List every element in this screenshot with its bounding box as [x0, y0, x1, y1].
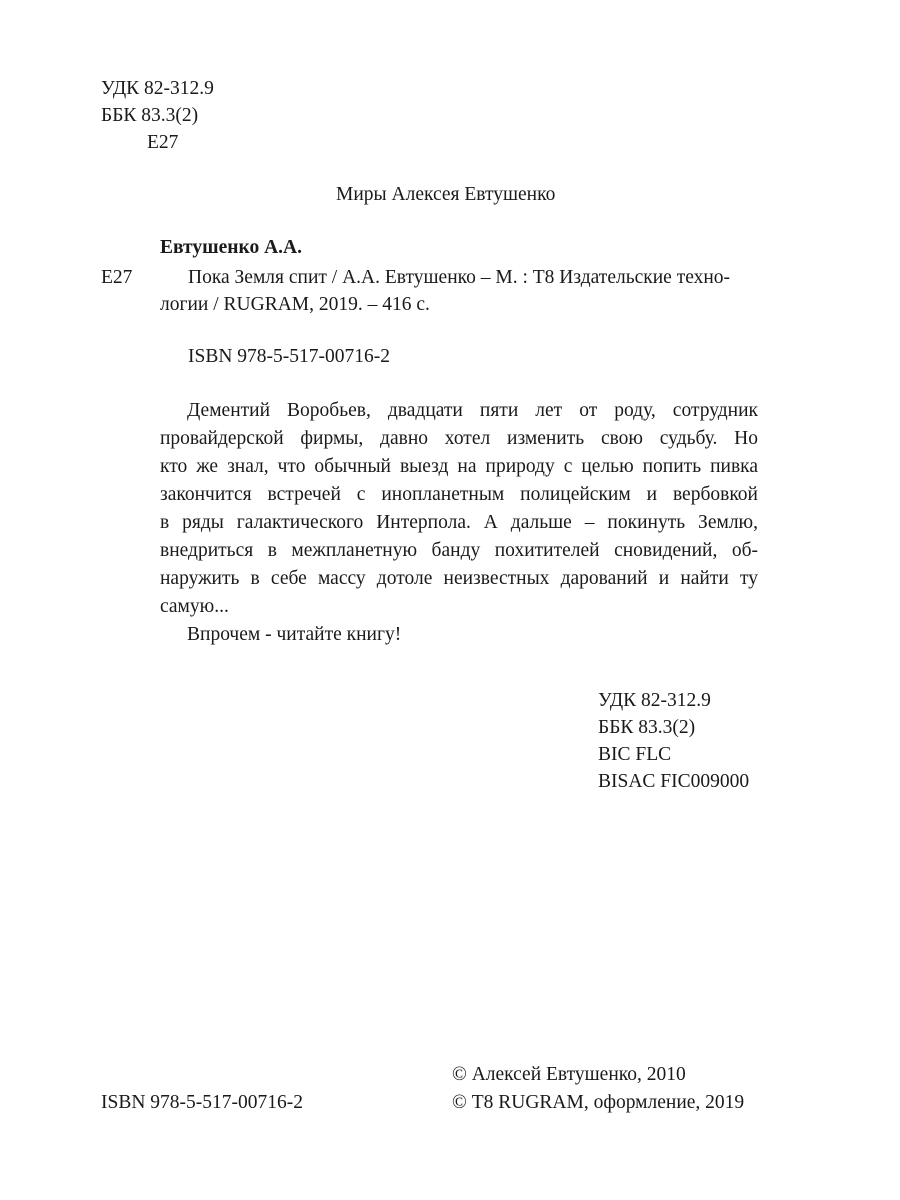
- annotation-line: внедриться в межпланетную банду похитителей сновидений, об-: [160, 540, 758, 561]
- annotation-line: самую...: [160, 596, 229, 617]
- footer-isbn: ISBN 978-5-517-00716-2: [101, 1092, 304, 1113]
- header-udk: УДК 82-312.9: [101, 78, 214, 99]
- classification-bisac: BISAC FIC009000: [598, 771, 750, 792]
- header-bbk: ББК 83.3(2): [101, 105, 199, 126]
- bibliographic-line-2: логии / RUGRAM, 2019. – 416 с.: [160, 294, 430, 315]
- copyright-publisher: © Т8 RUGRAM, оформление, 2019: [452, 1092, 745, 1113]
- author-name: Евтушенко А.А.: [160, 237, 302, 258]
- classification-bic: BIC FLC: [598, 744, 672, 765]
- classification-udk: УДК 82-312.9: [598, 690, 711, 711]
- annotation-closing: Впрочем - читайте книгу!: [187, 624, 402, 645]
- author-mark: Е27: [101, 267, 133, 288]
- annotation-line: наружить в себе массу дотоле неизвестных дарований и найти ту: [160, 568, 758, 589]
- header-author-mark: Е27: [147, 132, 179, 153]
- classification-bbk: ББК 83.3(2): [598, 717, 696, 738]
- copyright-author: © Алексей Евтушенко, 2010: [452, 1064, 686, 1085]
- annotation-line: закончится встречей с инопланетным полицейским и вербовкой: [160, 484, 758, 505]
- annotation-line: провайдерской фирмы, давно хотел изменить свою судьбу. Но: [160, 428, 758, 449]
- annotation-line: Дементий Воробьев, двадцати пяти лет от роду, сотрудник: [187, 400, 758, 421]
- series-title: Миры Алексея Евтушенко: [336, 184, 556, 205]
- isbn-entry: ISBN 978-5-517-00716-2: [188, 346, 391, 367]
- annotation-line: в ряды галактического Интерпола. А дальше – покинуть Землю,: [160, 512, 758, 533]
- bibliographic-line-1: Пока Земля спит / А.А. Евтушенко – М. : Т8 Издательские техно-: [188, 267, 731, 288]
- annotation-line: кто же знал, что обычный выезд на природу с целью попить пивка: [160, 456, 758, 477]
- annotation: [160, 397, 758, 649]
